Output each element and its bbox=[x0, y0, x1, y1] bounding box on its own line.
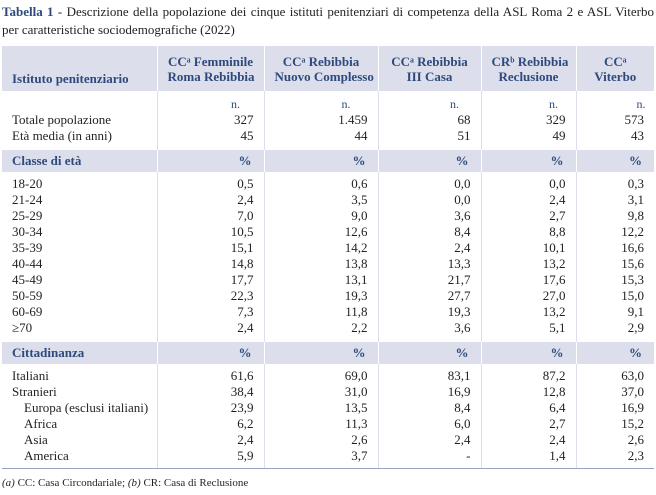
cell-value: - bbox=[378, 448, 481, 469]
row-label: Età media (in anni) bbox=[12, 128, 112, 143]
cell-value: 14,8 bbox=[157, 256, 264, 272]
table-row bbox=[2, 112, 654, 128]
table-row bbox=[2, 364, 654, 384]
row-label: Europa (esclusi italiani) bbox=[24, 400, 149, 415]
cell-value: 3,5 bbox=[264, 192, 378, 208]
cell-value: 21,7 bbox=[378, 272, 481, 288]
header-col-2-line1: CCᵃ Rebibbia bbox=[282, 53, 360, 69]
population-table bbox=[2, 46, 654, 469]
unit-cell: % bbox=[378, 150, 481, 172]
cell-value: 2,4 bbox=[481, 432, 576, 448]
row-label: America bbox=[2, 448, 157, 469]
cell-value: 17,7 bbox=[157, 272, 264, 288]
unit-cell: % bbox=[157, 150, 264, 172]
footnote-a-marker: (a) bbox=[2, 477, 15, 489]
cell-value: 327 bbox=[157, 112, 264, 128]
cell-value: 61,6 bbox=[157, 364, 264, 384]
table-label: Tabella 1 bbox=[2, 4, 54, 19]
table-row bbox=[2, 272, 654, 288]
cell-value: 13,5 bbox=[264, 400, 378, 416]
cell-value: 3,6 bbox=[378, 208, 481, 224]
cell-value: 9,1 bbox=[576, 304, 654, 320]
unit-cell: n. bbox=[157, 91, 264, 112]
cell-value: 9,8 bbox=[576, 208, 654, 224]
unit-cell: % bbox=[481, 342, 576, 364]
cell-value: 0,3 bbox=[576, 172, 654, 192]
cell-value: 2,7 bbox=[481, 208, 576, 224]
row-label: 45-49 bbox=[12, 272, 43, 287]
cell-value: 19,3 bbox=[264, 288, 378, 304]
row-label: 21-24 bbox=[12, 192, 43, 207]
cell-value: 12,8 bbox=[481, 384, 576, 400]
table-footnote bbox=[2, 476, 248, 490]
row-label: 18-20 bbox=[12, 176, 43, 191]
row-label: Africa bbox=[24, 416, 58, 431]
header-col-2-line2: Nuovo Complesso bbox=[274, 68, 374, 84]
table-row bbox=[2, 256, 654, 272]
row-label: 30-34 bbox=[12, 224, 43, 239]
cell-value: 0,5 bbox=[157, 172, 264, 192]
cell-value: 0,0 bbox=[378, 192, 481, 208]
cell-value: 49 bbox=[481, 128, 576, 150]
cell-value: 27,0 bbox=[481, 288, 576, 304]
cell-value: 13,1 bbox=[264, 272, 378, 288]
cell-value: 2,3 bbox=[576, 448, 654, 469]
unit-cell: % bbox=[378, 342, 481, 364]
cell-value: 8,4 bbox=[378, 400, 481, 416]
cell-value: 31,0 bbox=[264, 384, 378, 400]
table-row bbox=[2, 288, 654, 304]
cell-value: 69,0 bbox=[264, 364, 378, 384]
table-row bbox=[2, 192, 654, 208]
table-row bbox=[2, 172, 654, 192]
cell-value: 1,4 bbox=[481, 448, 576, 469]
unit-cell: % bbox=[576, 150, 654, 172]
cell-value: 6,2 bbox=[157, 416, 264, 432]
header-col-1-line1: CCᵃ Femminile bbox=[167, 53, 254, 69]
table-row bbox=[2, 416, 654, 432]
cell-value: 2,6 bbox=[576, 432, 654, 448]
footnote-a-text: CC: Casa Circondariale; bbox=[14, 477, 128, 489]
cell-value: 38,4 bbox=[157, 384, 264, 400]
cell-value: 329 bbox=[481, 112, 576, 128]
cell-value: 6,0 bbox=[378, 416, 481, 432]
header-col-5-line2: Viterbo bbox=[594, 68, 637, 84]
cell-value: 0,6 bbox=[264, 172, 378, 192]
cell-value: 8,4 bbox=[378, 224, 481, 240]
cell-value: 2,4 bbox=[378, 432, 481, 448]
cell-value: 9,0 bbox=[264, 208, 378, 224]
header-row-label: Istituto penitenziario bbox=[12, 71, 129, 86]
cell-value: 51 bbox=[378, 128, 481, 150]
cell-value: 573 bbox=[576, 112, 654, 128]
cell-value: 2,4 bbox=[378, 240, 481, 256]
cell-value: 11,3 bbox=[264, 416, 378, 432]
cell-value: 15,0 bbox=[576, 288, 654, 304]
table-row bbox=[2, 240, 654, 256]
unit-row-label bbox=[2, 91, 157, 112]
cell-value: 15,2 bbox=[576, 416, 654, 432]
cell-value: 37,0 bbox=[576, 384, 654, 400]
header-col-3-line2: III Casa bbox=[406, 68, 453, 84]
table-row bbox=[2, 384, 654, 400]
cell-value: 15,6 bbox=[576, 256, 654, 272]
unit-cell: n. bbox=[378, 91, 481, 112]
cell-value: 10,5 bbox=[157, 224, 264, 240]
unit-cell: % bbox=[576, 342, 654, 364]
cell-value: 13,2 bbox=[481, 304, 576, 320]
cell-value: 2,6 bbox=[264, 432, 378, 448]
row-label: Totale popolazione bbox=[12, 112, 112, 127]
header-col-3-line1: CCᵃ Rebibbia bbox=[391, 53, 468, 69]
footnote-b-text: CR: Casa di Reclusione bbox=[140, 477, 249, 489]
header-col-4 bbox=[481, 46, 576, 91]
header-col-3 bbox=[378, 46, 481, 91]
table-title: - Descrizione della popolazione dei cinque istituti penitenziari di competenza della ASL Roma 2 e ASL Viterbo per caratteristiche sociodemografiche (2022) bbox=[2, 4, 655, 37]
table-row bbox=[2, 224, 654, 240]
unit-cell: % bbox=[481, 150, 576, 172]
unit-cell: % bbox=[264, 150, 378, 172]
cell-value: 6,4 bbox=[481, 400, 576, 416]
cell-value: 3,1 bbox=[576, 192, 654, 208]
cell-value: 2,4 bbox=[481, 192, 576, 208]
cell-value: 13,8 bbox=[264, 256, 378, 272]
section-title: Cittadinanza bbox=[12, 345, 85, 360]
section-header-citizenship bbox=[2, 342, 654, 364]
table-row bbox=[2, 448, 654, 469]
unit-cell: n. bbox=[576, 91, 654, 112]
cell-value: 1.459 bbox=[264, 112, 378, 128]
row-label: 25-29 bbox=[12, 208, 43, 223]
cell-value: 12,2 bbox=[576, 224, 654, 240]
header-col-4-line1: CRᵇ Rebibbia bbox=[491, 53, 569, 69]
cell-value: 12,6 bbox=[264, 224, 378, 240]
unit-cell: % bbox=[157, 342, 264, 364]
cell-value: 17,6 bbox=[481, 272, 576, 288]
cell-value: 2,4 bbox=[157, 320, 264, 342]
cell-value: 11,8 bbox=[264, 304, 378, 320]
row-label: 35-39 bbox=[12, 240, 43, 255]
cell-value: 13,2 bbox=[481, 256, 576, 272]
cell-value: 16,9 bbox=[378, 384, 481, 400]
table-row bbox=[2, 128, 654, 150]
unit-row-n bbox=[2, 91, 654, 112]
unit-cell: n. bbox=[481, 91, 576, 112]
row-label: Asia bbox=[24, 432, 48, 447]
unit-cell: n. bbox=[264, 91, 378, 112]
row-label: Italiani bbox=[12, 368, 49, 383]
header-col-4-line2: Reclusione bbox=[498, 68, 559, 84]
cell-value: 27,7 bbox=[378, 288, 481, 304]
row-label: 50-59 bbox=[12, 288, 43, 303]
header-col-2 bbox=[264, 46, 378, 91]
row-label: 60-69 bbox=[12, 304, 43, 319]
section-header-age bbox=[2, 150, 654, 172]
header-col-5 bbox=[576, 46, 654, 91]
cell-value: 2,7 bbox=[481, 416, 576, 432]
cell-value: 7,3 bbox=[157, 304, 264, 320]
cell-value: 8,8 bbox=[481, 224, 576, 240]
cell-value: 22,3 bbox=[157, 288, 264, 304]
cell-value: 15,1 bbox=[157, 240, 264, 256]
section-title: Classe di età bbox=[12, 153, 82, 168]
cell-value: 87,2 bbox=[481, 364, 576, 384]
cell-value: 68 bbox=[378, 112, 481, 128]
cell-value: 3,7 bbox=[264, 448, 378, 469]
row-label: 40-44 bbox=[12, 256, 43, 271]
table-row bbox=[2, 304, 654, 320]
header-col-1-line2: Roma Rebibbia bbox=[167, 68, 255, 84]
cell-value: 14,2 bbox=[264, 240, 378, 256]
cell-value: 5,1 bbox=[481, 320, 576, 342]
row-label: Stranieri bbox=[12, 384, 57, 399]
cell-value: 0,0 bbox=[481, 172, 576, 192]
cell-value: 2,9 bbox=[576, 320, 654, 342]
header-col-1 bbox=[157, 46, 264, 91]
cell-value: 13,3 bbox=[378, 256, 481, 272]
cell-value: 2,4 bbox=[157, 432, 264, 448]
cell-value: 43 bbox=[576, 128, 654, 150]
cell-value: 83,1 bbox=[378, 364, 481, 384]
header-col-5-line1: CCᵃ bbox=[603, 53, 627, 69]
cell-value: 5,9 bbox=[157, 448, 264, 469]
cell-value: 7,0 bbox=[157, 208, 264, 224]
table-header-row bbox=[2, 46, 654, 91]
table-row bbox=[2, 400, 654, 416]
cell-value: 2,2 bbox=[264, 320, 378, 342]
table-row bbox=[2, 320, 654, 342]
cell-value: 2,4 bbox=[157, 192, 264, 208]
table-caption bbox=[2, 3, 654, 39]
footnote-b-marker: (b) bbox=[127, 477, 141, 489]
cell-value: 16,6 bbox=[576, 240, 654, 256]
cell-value: 19,3 bbox=[378, 304, 481, 320]
cell-value: 3,6 bbox=[378, 320, 481, 342]
cell-value: 10,1 bbox=[481, 240, 576, 256]
cell-value: 16,9 bbox=[576, 400, 654, 416]
table-row bbox=[2, 208, 654, 224]
cell-value: 0,0 bbox=[378, 172, 481, 192]
cell-value: 23,9 bbox=[157, 400, 264, 416]
cell-value: 63,0 bbox=[576, 364, 654, 384]
row-label: ≥70 bbox=[12, 320, 33, 335]
table-row bbox=[2, 432, 654, 448]
unit-cell: % bbox=[264, 342, 378, 364]
cell-value: 44 bbox=[264, 128, 378, 150]
cell-value: 45 bbox=[157, 128, 264, 150]
cell-value: 15,3 bbox=[576, 272, 654, 288]
